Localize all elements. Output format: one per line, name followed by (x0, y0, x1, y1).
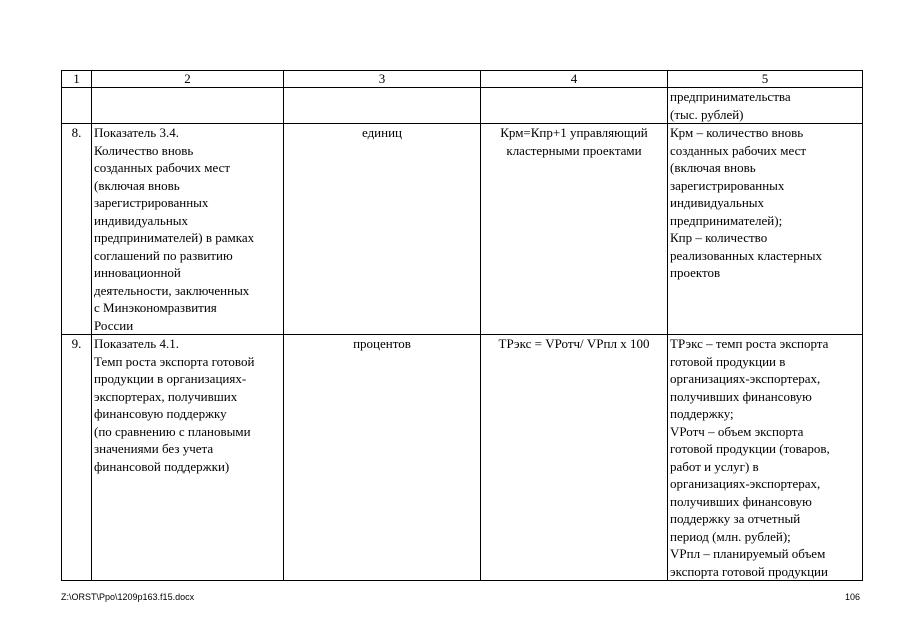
description-cell (668, 88, 863, 124)
indicator-table (61, 70, 863, 581)
cell-line: организациях-экспортерах, (670, 476, 821, 491)
cell-line: зарегистрированных (670, 177, 785, 193)
footer-page-number: 106 (844, 592, 860, 602)
cell-line: инновационной (94, 265, 181, 280)
cell-line: (по сравнению с плановыми (94, 423, 251, 439)
header-cell: 4 (481, 71, 668, 88)
cell-line: получивших финансовую (670, 493, 812, 509)
cell-line: кластерными проектами (506, 142, 642, 158)
cell-line: работ и услуг) в (670, 458, 759, 474)
cell-line: VРотч – объем экспорта (670, 423, 804, 439)
cell-line: Темп роста экспорта готовой (94, 353, 255, 369)
header-cell: 3 (284, 71, 481, 88)
cell-line: продукции в организациях- (94, 371, 247, 386)
indicator-cell (92, 88, 284, 124)
formula-cell (481, 124, 668, 335)
cell-line: ТРэкс – темп роста экспорта (670, 336, 829, 351)
row-number-cell (62, 88, 92, 124)
cell-line: VРпл – планируемый объем (670, 546, 826, 561)
cell-line: зарегистрированных (94, 195, 209, 210)
description-cell (668, 124, 863, 335)
cell-line: с Минэкономразвития (94, 300, 217, 315)
cell-line: индивидуальных (94, 212, 189, 228)
cell-line: предпринимательства (670, 89, 791, 104)
footer-file-path: Z:\ORST\Ppo\1209p163.f15.docx (61, 592, 195, 602)
cell-line: созданных рабочих мест (94, 160, 231, 175)
cell-line: соглашений по развитию (94, 247, 233, 263)
cell-line: значениями без учета (94, 441, 214, 456)
cell-line: организациях-экспортерах, (670, 371, 821, 386)
cell-line: ТРэкс = VРотч/ VРпл х 100 (498, 336, 650, 351)
cell-line: (включая вновь (670, 160, 756, 175)
unit-cell (284, 88, 481, 124)
header-cell: 5 (668, 71, 863, 88)
cell-line: реализованных кластерных (670, 247, 822, 263)
table-row (62, 335, 863, 581)
unit-cell: процентов (284, 335, 481, 581)
cell-line: Показатель 4.1. (94, 336, 179, 351)
cell-line: предпринимателей) в рамках (94, 230, 255, 245)
cell-line: индивидуальных (670, 195, 765, 210)
cell-line: Показатель 3.4. (94, 125, 179, 140)
cell-line: деятельности, заключенных (94, 282, 250, 298)
row-number-cell: 9. (62, 335, 92, 581)
cell-line: поддержку; (670, 406, 734, 421)
table-row (62, 124, 863, 335)
cell-line: (включая вновь (94, 177, 180, 193)
cell-line: России (94, 317, 134, 333)
cell-line: экспорта готовой продукции (670, 563, 828, 579)
cell-line: финансовой поддержки) (94, 458, 230, 474)
cell-line: готовой продукции в (670, 353, 786, 369)
cell-line: экспортерах, получивших (94, 388, 238, 404)
cell-line: готовой продукции (товаров, (670, 441, 830, 456)
row-number-cell: 8. (62, 124, 92, 335)
cell-line: получивших финансовую (670, 388, 812, 404)
formula-cell (481, 88, 668, 124)
header-row (62, 71, 863, 88)
table-row (62, 88, 863, 124)
cell-line: предпринимателей); (670, 212, 783, 228)
cell-line: проектов (670, 265, 721, 280)
cell-line: (тыс. рублей) (670, 106, 744, 122)
cell-line: финансовую поддержку (94, 406, 227, 421)
cell-line: Количество вновь (94, 142, 194, 158)
cell-line: Крм=Кпр+1 управляющий (500, 125, 648, 140)
header-cell: 1 (62, 71, 92, 88)
cell-line: период (млн. рублей); (670, 528, 791, 544)
cell-line: поддержку за отчетный (670, 511, 801, 526)
description-cell (668, 335, 863, 581)
cell-line: созданных рабочих мест (670, 142, 807, 158)
formula-cell (481, 335, 668, 581)
header-cell: 2 (92, 71, 284, 88)
cell-line: Кпр – количество (670, 230, 768, 245)
indicator-cell (92, 124, 284, 335)
unit-cell: единиц (284, 124, 481, 335)
indicator-cell (92, 335, 284, 581)
cell-line: Крм – количество вновь (670, 125, 804, 140)
